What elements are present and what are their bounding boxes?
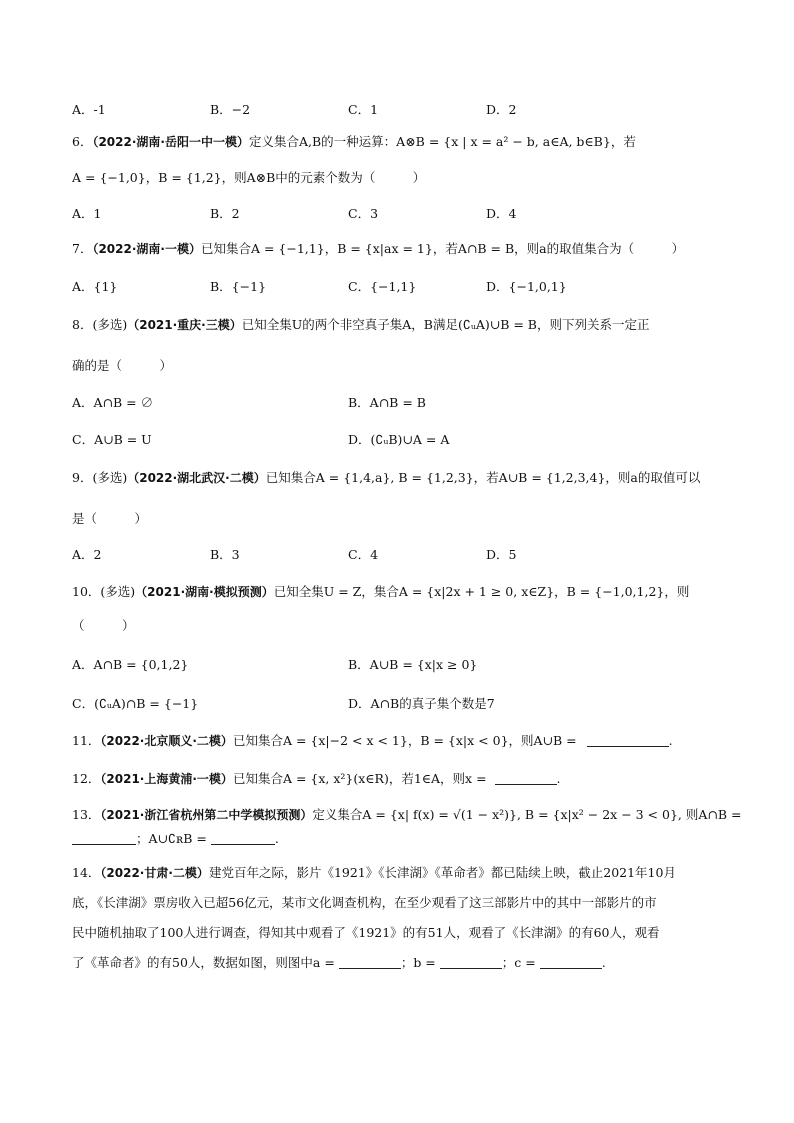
q12-end: . (556, 771, 561, 786)
q8-options-row1 (72, 391, 722, 415)
q13-end: . (274, 831, 279, 846)
q8-source: （2021·重庆·三模） (127, 318, 242, 332)
q12-number: 12． (72, 771, 101, 786)
q6-option-d: D．4 (486, 206, 517, 221)
q10-source: （2021·湖南·模拟预测） (135, 585, 274, 599)
q14-text4d: . (601, 955, 606, 970)
q11-source: （2022·北京顺义·二模） (100, 734, 233, 748)
q7-stem: 已知集合A = {−1,1}，B = {x|ax = 1}，若A∩B = B，则a的取值集合为（ ） (200, 241, 685, 256)
q9-option-b: B．3 (210, 547, 240, 562)
q8-tag: (多选) (92, 317, 128, 332)
q9-stem2: 是（ ） (72, 511, 148, 526)
q6-option-b: B．2 (210, 206, 240, 221)
q8-option-b: B．A∩B = B (348, 395, 426, 410)
q9-stem-line2 (72, 507, 722, 531)
q7-stem-line (72, 237, 722, 261)
q12-stem: 已知集合A = {x, x²}(x∈R)，若1∈A，则x = (232, 771, 487, 786)
q8-option-c: C．A∪B = U (72, 432, 152, 447)
q11-end: . (668, 733, 673, 748)
q10-stem2: （ ） (72, 618, 135, 633)
q8-option-a: A．A∩B = ∅ (72, 395, 154, 410)
q13-mid: ；A∪∁ʀB = (136, 831, 207, 846)
q5-options (72, 98, 722, 122)
q6-stem-line1 (72, 130, 722, 154)
q5-option-a: A．-1 (72, 102, 106, 117)
q7-number: 7． (72, 241, 93, 256)
q8-number: 8． (72, 317, 93, 332)
q9-stem-line1 (72, 466, 722, 490)
q12-answer-blank[interactable] (495, 770, 557, 785)
q14-line2 (72, 891, 722, 915)
q9-options (72, 543, 722, 567)
q10-stem-line1 (72, 580, 722, 604)
q10-option-a: A．A∩B = {0,1,2} (72, 657, 189, 672)
q14-text2: 底，《长津湖》票房收入已超56亿元，某市文化调查机构，在至少观看了这三部影片中的其中一部影片的市 (72, 895, 657, 910)
q9-option-c: C．4 (348, 547, 379, 562)
q10-stem1: 已知全集U = Z，集合A = {x|2x + 1 ≥ 0, x∈Z}，B = {−1,0,1,2}，则 (273, 584, 690, 599)
q10-options-row1 (72, 653, 722, 677)
q14-text4a: 了《革命者》的有50人，数据如图，则图中a = (72, 955, 335, 970)
q10-tag: (多选) (100, 584, 136, 599)
q8-stem2: 确的是（ ） (72, 358, 173, 373)
q10-option-b: B．A∪B = {x|x ≥ 0} (348, 657, 478, 672)
q7-option-d: D．{−1,0,1} (486, 279, 567, 294)
q10-stem-line2 (72, 614, 722, 638)
q13-number: 13． (72, 807, 101, 822)
q5-option-d: D．2 (486, 102, 517, 117)
q7-option-a: A．{1} (72, 279, 118, 294)
q14-source: （2022·甘肃·二模） (100, 866, 209, 880)
q12-source: （2021·上海黄浦·一模） (100, 772, 233, 786)
q6-number: 6． (72, 134, 93, 149)
q7-option-c: C．{−1,1} (348, 279, 417, 294)
q5-option-c: C．1 (348, 102, 379, 117)
q13-source: （2021·浙江省杭州第二中学模拟预测） (100, 808, 313, 822)
q10-options-row2 (72, 692, 722, 716)
q9-number: 9． (72, 470, 93, 485)
q14-line1 (72, 861, 722, 885)
q6-source: （2022·湖南·岳阳一中一模） (92, 135, 249, 149)
q13-answer-blank-2[interactable] (211, 830, 275, 845)
q7-options (72, 275, 722, 299)
q11-stem-line (72, 729, 722, 753)
q13-stem-line2 (72, 827, 722, 851)
q10-option-c: C．(∁ᵤA)∩B = {−1} (72, 696, 199, 711)
q8-stem-line2 (72, 354, 722, 378)
q11-answer-blank[interactable] (587, 732, 669, 747)
q13-stem: 定义集合A = {x| f(x) = √(1 − x²)}, B = {x|x² − 2x − 3 < 0}, 则A∩B = (312, 807, 742, 822)
q14-number: 14． (72, 865, 101, 880)
q14-answer-blank-b[interactable] (440, 954, 502, 969)
q10-number: 10． (72, 584, 101, 599)
q7-option-b: B．{−1} (210, 279, 267, 294)
q14-text4b: ；b = (400, 955, 436, 970)
q14-text1: 建党百年之际，影片《1921》《长津湖》《革命者》都已陆续上映，截止2021年10月 (208, 865, 676, 880)
q9-stem1: 已知集合A = {1,4,a}, B = {1,2,3}，若A∪B = {1,2,3,4}，则a的取值可以 (265, 470, 701, 485)
q14-line3 (72, 921, 722, 945)
q13-stem-line1 (72, 803, 742, 827)
q11-number: 11． (72, 733, 101, 748)
q14-text3: 民中随机抽取了100人进行调查，得知其中观看了《1921》的有51人，观看了《长津湖》的有60人，观看 (72, 925, 660, 940)
q6-stem2: A = {−1,0}，B = {1,2}，则A⊗B中的元素个数为（ ） (72, 170, 426, 185)
q14-line4 (72, 951, 722, 975)
q5-option-b: B．−2 (210, 102, 251, 117)
q13-answer-blank-1[interactable] (72, 830, 136, 845)
q14-answer-blank-a[interactable] (339, 954, 401, 969)
q8-option-d: D．(∁ᵤB)∪A = A (348, 432, 450, 447)
q9-option-d: D．5 (486, 547, 517, 562)
q6-stem-line2 (72, 166, 722, 190)
q8-stem-line1 (72, 313, 722, 337)
q7-source: （2022·湖南·一模） (92, 242, 201, 256)
q9-tag: (多选) (92, 470, 128, 485)
q14-text4c: ；c = (501, 955, 536, 970)
q11-stem: 已知集合A = {x|−2 < x < 1}，B = {x|x < 0}，则A∪B = (232, 733, 577, 748)
q14-answer-blank-c[interactable] (540, 954, 602, 969)
q10-option-d: D．A∩B的真子集个数是7 (348, 696, 495, 711)
q6-option-a: A．1 (72, 206, 102, 221)
q6-options (72, 202, 722, 226)
q6-stem1: 定义集合A,B的一种运算：A⊗B = {x | x = a² − b, a∈A, b∈B}，若 (248, 134, 636, 149)
q9-source: （2022·湖北武汉·二模） (127, 471, 266, 485)
q9-option-a: A．2 (72, 547, 102, 562)
q8-stem1: 已知全集U的两个非空真子集A，B满足(∁ᵤA)∪B = B，则下列关系一定正 (241, 317, 650, 332)
q12-stem-line (72, 767, 722, 791)
q8-options-row2 (72, 428, 722, 452)
q6-option-c: C．3 (348, 206, 379, 221)
exam-page (72, 98, 742, 975)
